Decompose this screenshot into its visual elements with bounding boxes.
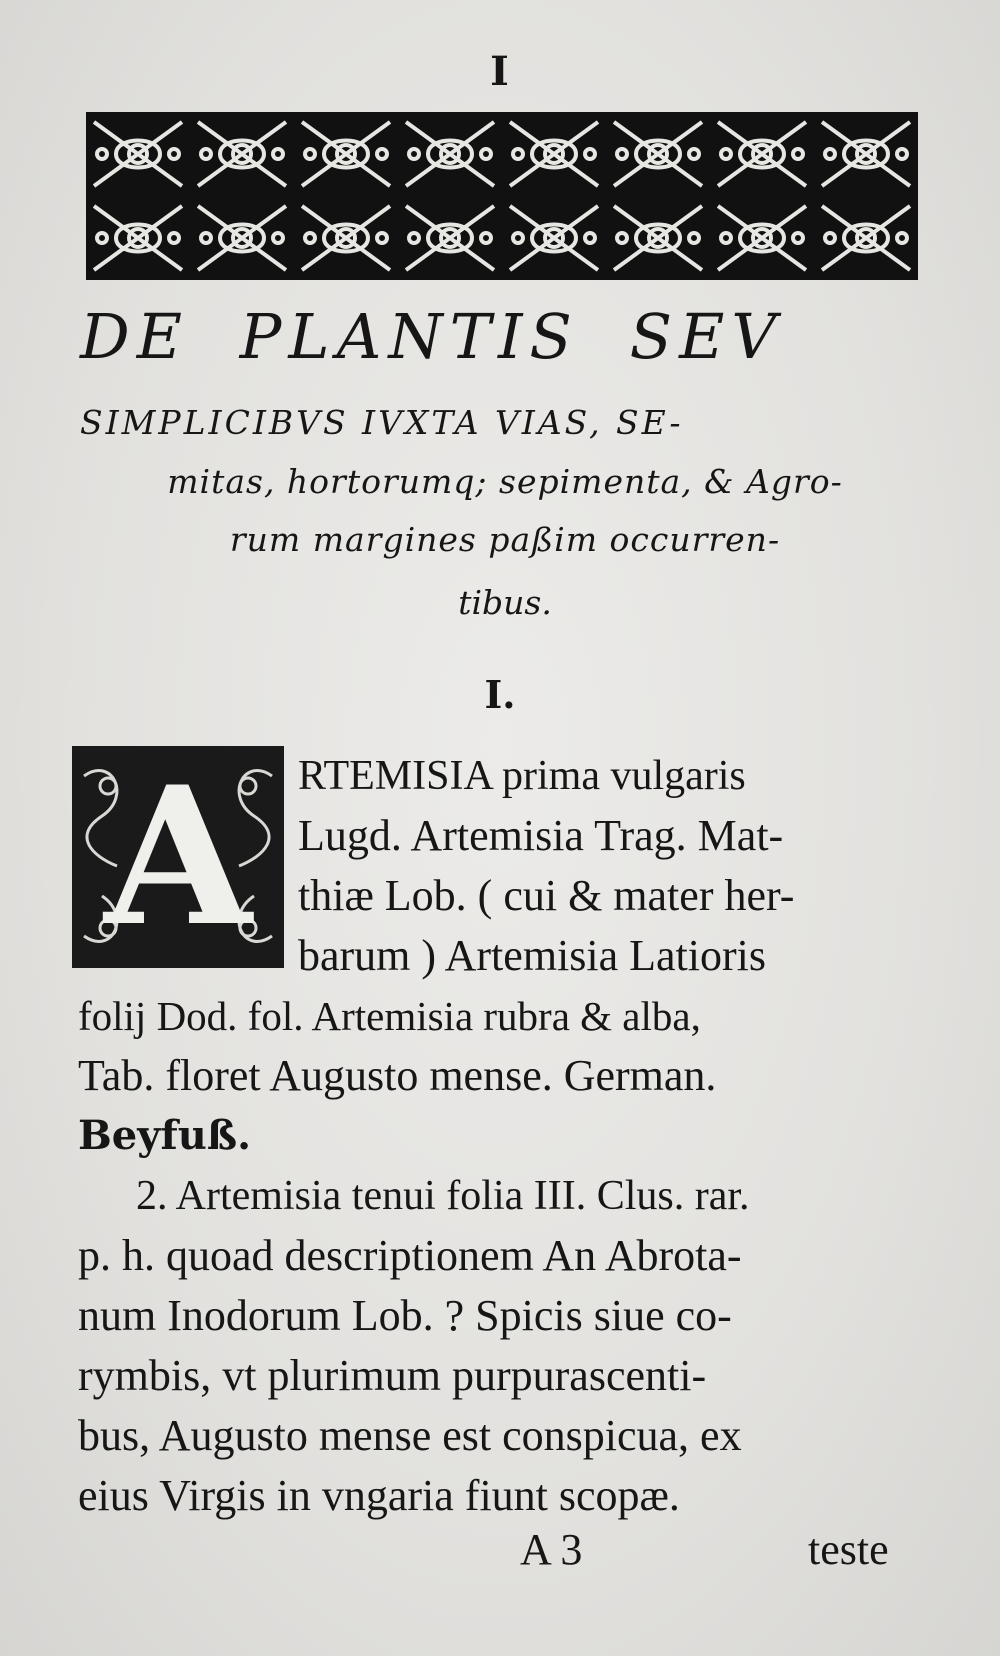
page-number: I [490,48,510,95]
text-line-13: eius Virgis in vngaria fiunt scopæ. [78,1471,680,1520]
text-line-1: RTEMISIA prima vulgaris [298,753,746,799]
subtitle-line-1: SIMPLICIBVS IVXTA VIAS, SE- [80,403,684,442]
signature-mark: A 3 [520,1525,583,1574]
text-line-4: barum ) Artemisia Latioris [298,931,766,980]
subtitle-line-4: tibus. [458,583,552,622]
catchword: teste [808,1525,889,1574]
subtitle-line-2: mitas, hortorumq; sepimenta, & Agro- [167,462,843,501]
text-line-12: bus, Augusto mense est conspicua, ex [78,1411,742,1460]
text-line-8: 2. Artemisia tenui folia III. Clus. rar. [136,1173,750,1219]
text-line-11: rymbis, vt plurimum purpurascenti- [78,1351,707,1400]
text-line-10: num Inodorum Lob. ? Spicis siue co- [78,1291,732,1340]
text-line-5: folij Dod. fol. Artemisia rubra & alba, [78,993,701,1039]
subtitle-line-3: rum margines paßim occurren- [229,520,781,559]
text-line-3: thiæ Lob. ( cui & mater her- [298,871,795,920]
decorated-initial [72,746,284,968]
initial-letter: A [104,745,252,968]
ornamental-headpiece [86,112,918,280]
text-line-9: p. h. quoad descriptionem An Abrota- [78,1231,742,1280]
text-line-2: Lugd. Artemisia Trag. Mat- [298,811,784,860]
heading-title: DE PLANTIS SEV [80,300,784,373]
text-line-7: Beyfuß. [78,1112,252,1159]
section-number: I. [484,672,516,717]
text-line-6: Tab. floret Augusto mense. German. [78,1051,717,1100]
